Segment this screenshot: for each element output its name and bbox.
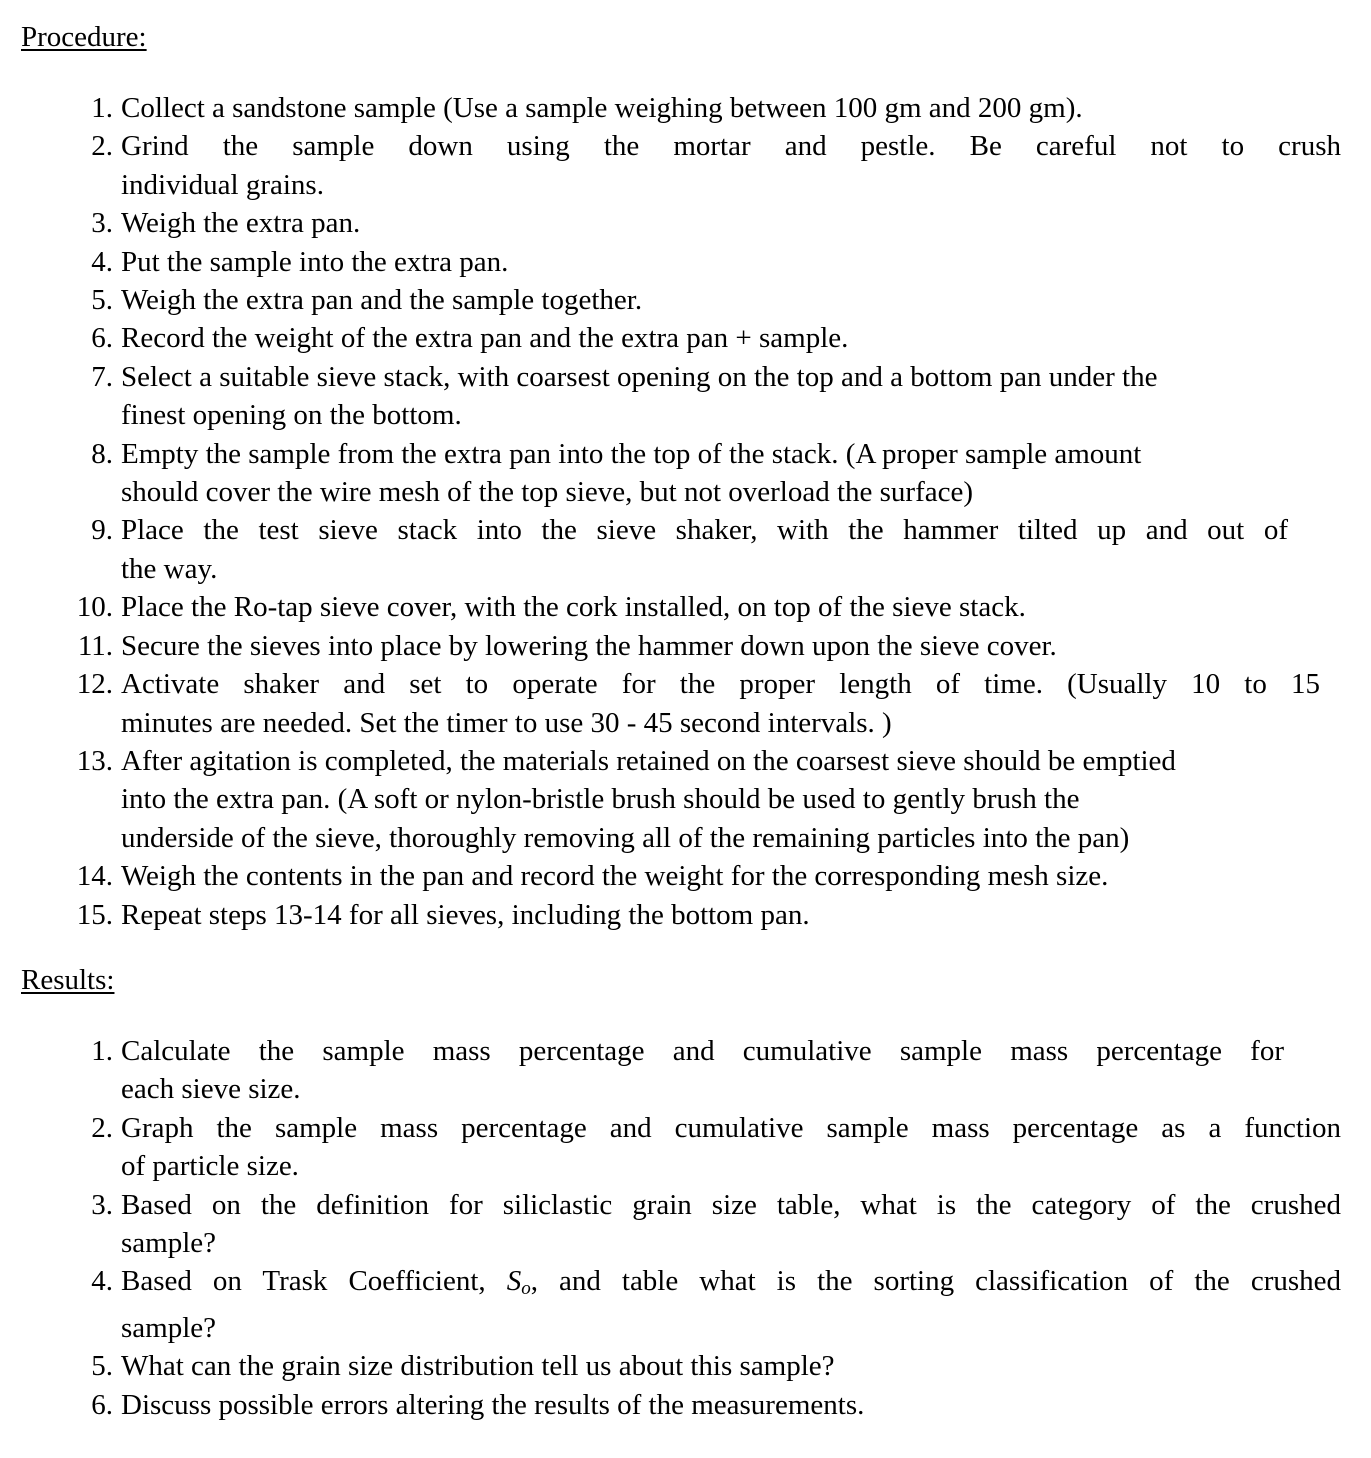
results-item-1	[0, 1032, 1341, 1109]
procedure-step-1	[0, 89, 1341, 127]
step-text: Put the sample into the extra pan.	[121, 245, 509, 278]
step-number: 12.	[76, 668, 113, 701]
item-text-part: , and table what is the sorting classification of the crushed	[530, 1265, 1342, 1298]
results-item-2	[0, 1109, 1341, 1186]
item-text-continued: of particle size.	[121, 1150, 299, 1183]
step-number: 13.	[76, 744, 113, 777]
step-text: After agitation is completed, the materials retained on the coarsest sieve should be emptied	[121, 744, 1176, 777]
procedure-step-2	[0, 127, 1341, 204]
step-number: 8.	[91, 437, 113, 470]
step-text: Place the test sieve stack into the sieve shaker, with the hammer tilted up and out of	[121, 514, 1288, 547]
procedure-step-11	[0, 627, 1341, 665]
step-text: Weigh the extra pan.	[121, 207, 361, 240]
step-text: Select a suitable sieve stack, with coarsest opening on the top and a bottom pan under the	[121, 360, 1158, 393]
step-text: Weigh the extra pan and the sample together.	[121, 284, 643, 317]
trask-subscript: o	[521, 1278, 531, 1300]
step-text-continued: underside of the sieve, thoroughly removing all of the remaining particles into the pan)	[121, 821, 1130, 854]
step-text: Activate shaker and set to operate for the proper length of time. (Usually 10 to 15	[121, 668, 1320, 701]
procedure-step-9	[0, 511, 1341, 588]
procedure-step-15	[0, 896, 1341, 934]
item-text: What can the grain size distribution tell us about this sample?	[121, 1350, 835, 1383]
results-item-3	[0, 1186, 1341, 1263]
step-text-continued: individual grains.	[121, 168, 324, 201]
item-number: 3.	[91, 1188, 113, 1221]
step-text: Repeat steps 13-14 for all sieves, including the bottom pan.	[121, 898, 810, 931]
item-text-continued: sample?	[121, 1227, 217, 1260]
step-text-continued: should cover the wire mesh of the top sieve, but not overload the surface)	[121, 476, 974, 509]
procedure-step-5	[0, 281, 1341, 319]
step-number: 15.	[76, 898, 113, 931]
step-text-continued: minutes are needed. Set the timer to use 30 - 45 second intervals. )	[121, 706, 892, 739]
procedure-step-12	[0, 665, 1341, 742]
procedure-step-7	[0, 358, 1341, 435]
step-number: 10.	[76, 591, 113, 624]
results-heading: Results:	[21, 964, 115, 996]
step-text: Secure the sieves into place by lowering the hammer down upon the sieve cover.	[121, 629, 1057, 662]
step-text: Place the Ro-tap sieve cover, with the cork installed, on top of the sieve stack.	[121, 591, 1026, 624]
procedure-list	[0, 89, 1341, 934]
step-number: 2.	[91, 130, 113, 163]
step-number: 6.	[91, 322, 113, 355]
step-number: 4.	[91, 245, 113, 278]
item-text: Calculate the sample mass percentage and cumulative sample mass percentage for	[121, 1035, 1284, 1067]
step-text-continued: finest opening on the bottom.	[121, 399, 462, 432]
step-text: Weigh the contents in the pan and record the weight for the corresponding mesh size.	[121, 860, 1109, 893]
item-number: 5.	[91, 1350, 113, 1383]
step-text-continued: the way.	[121, 552, 218, 585]
step-number: 1.	[91, 92, 113, 124]
results-item-6	[0, 1386, 1341, 1424]
item-text: Based on the definition for siliclastic grain size table, what is the category of the crushed	[121, 1188, 1341, 1221]
procedure-step-13	[0, 742, 1341, 857]
trask-symbol: S	[506, 1265, 522, 1298]
item-number: 6.	[91, 1388, 113, 1421]
procedure-step-4	[0, 243, 1341, 281]
item-text-part: Based on Trask Coefficient,	[121, 1265, 507, 1298]
step-text: Grind the sample down using the mortar and pestle. Be careful not to crush	[121, 130, 1341, 163]
step-number: 9.	[91, 514, 113, 547]
item-text: Discuss possible errors altering the results of the measurements.	[121, 1388, 865, 1421]
procedure-step-6	[0, 319, 1341, 357]
step-number: 5.	[91, 284, 113, 317]
procedure-step-10	[0, 588, 1341, 626]
procedure-step-8	[0, 435, 1341, 512]
step-text: Empty the sample from the extra pan into the top of the stack. (A proper sample amount	[121, 437, 1142, 470]
item-text	[121, 1262, 1341, 1308]
results-list	[0, 1032, 1341, 1424]
step-number: 3.	[91, 207, 113, 240]
item-text-continued: each sieve size.	[121, 1073, 301, 1106]
item-text: Graph the sample mass percentage and cumulative sample mass percentage as a function	[121, 1111, 1341, 1144]
procedure-heading: Procedure:	[21, 21, 147, 53]
item-number: 2.	[91, 1111, 113, 1144]
step-text: Record the weight of the extra pan and the extra pan + sample.	[121, 322, 849, 355]
item-text-continued: sample?	[121, 1311, 217, 1344]
step-number: 14.	[76, 860, 113, 893]
procedure-step-14	[0, 857, 1341, 895]
step-text-continued: into the extra pan. (A soft or nylon-bristle brush should be used to gently brush the	[121, 783, 1080, 816]
step-number: 7.	[91, 360, 113, 393]
item-number: 4.	[91, 1265, 113, 1298]
results-item-4	[0, 1262, 1341, 1347]
item-number: 1.	[91, 1035, 113, 1067]
step-text: Collect a sandstone sample (Use a sample weighing between 100 gm and 200 gm).	[121, 92, 1083, 124]
step-number: 11.	[77, 629, 113, 662]
results-item-5	[0, 1347, 1341, 1385]
procedure-step-3	[0, 204, 1341, 242]
